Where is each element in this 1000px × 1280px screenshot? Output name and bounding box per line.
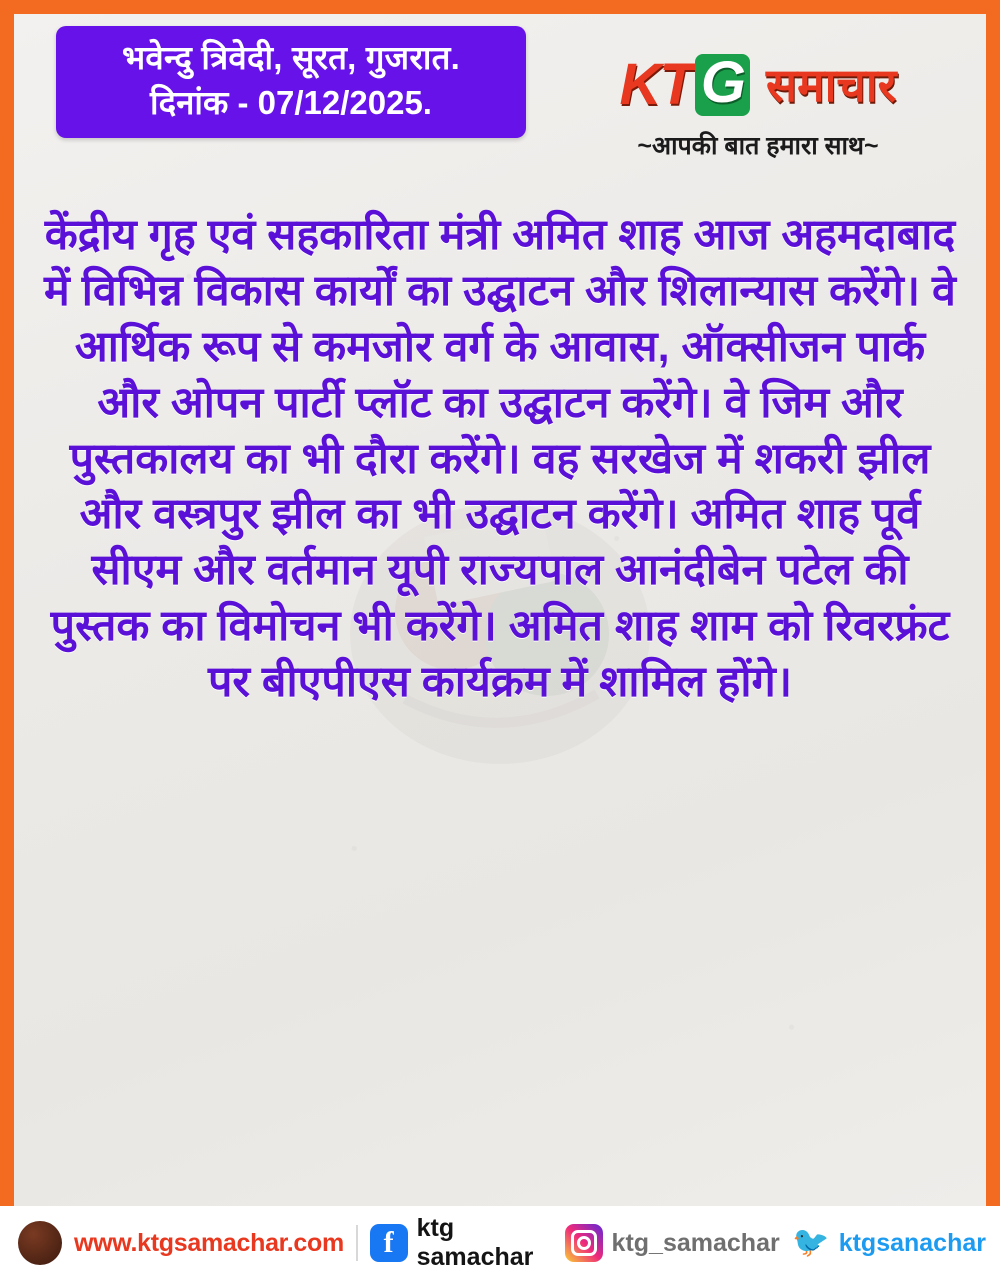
brand-tagline: ~आपकी बात हमारा साथ~ xyxy=(637,132,879,160)
website-link[interactable]: www.ktgsamachar.com xyxy=(74,1228,344,1257)
instagram-icon xyxy=(565,1224,603,1262)
footer-divider-1 xyxy=(356,1225,358,1261)
twitter-label: ktgsanachar xyxy=(838,1228,986,1257)
social-footer xyxy=(0,1206,1000,1280)
reporter-name: भवेन्दु त्रिवेदी, सूरत, गुजरात. xyxy=(122,39,460,76)
brand-name-hindi: समाचार xyxy=(765,59,897,111)
poster-header xyxy=(14,14,986,204)
brand-block xyxy=(548,26,968,162)
poster-card xyxy=(14,14,986,1206)
twitter-icon: 🐦 xyxy=(792,1224,830,1262)
article-body: केंद्रीय गृह एवं सहकारिता मंत्री अमित शाह आज अहमदाबाद में विभिन्न विकास कार्यों का उद्घाटन और शिलान्यास करेंगे। वे आर्थिक रूप से कमजोर वर्ग के आवास, ऑक्सीजन पार्क और ओपन पार्टी प्लॉट का उद्घाटन करेंगे। वे जिम और पुस्तकालय का भी दौरा करेंगे। वह सरखेज में शकरी झील और वस्त्रपुर झील का भी उद्घाटन करेंगे। अमित शाह पूर्व सीएम और वर्तमान यूपी राज्यपाल आनंदीबेन पटेल की पुस्तक का विमोचन भी करेंगे। अमित शाह शाम को रिवरफ्रंट पर बीएपीएस कार्यक्रम में शामिल होंगे। xyxy=(44,211,956,707)
instagram-handle[interactable] xyxy=(565,1224,780,1262)
report-date: दिनांक - 07/12/2025. xyxy=(150,83,432,121)
facebook-label: ktg samachar xyxy=(416,1214,534,1271)
brand-letter-t: T xyxy=(659,52,693,117)
globe-icon xyxy=(18,1221,62,1265)
brand-logo xyxy=(548,52,968,118)
facebook-handle[interactable] xyxy=(370,1214,553,1272)
facebook-icon: f xyxy=(370,1224,408,1262)
instagram-label: ktg_samachar xyxy=(611,1228,780,1257)
brand-letter-g: G xyxy=(695,54,750,116)
twitter-handle[interactable] xyxy=(792,1224,986,1262)
reporter-credit-box xyxy=(56,26,526,138)
brand-letter-k: K xyxy=(619,52,660,117)
brand-logo-letters xyxy=(619,50,750,117)
